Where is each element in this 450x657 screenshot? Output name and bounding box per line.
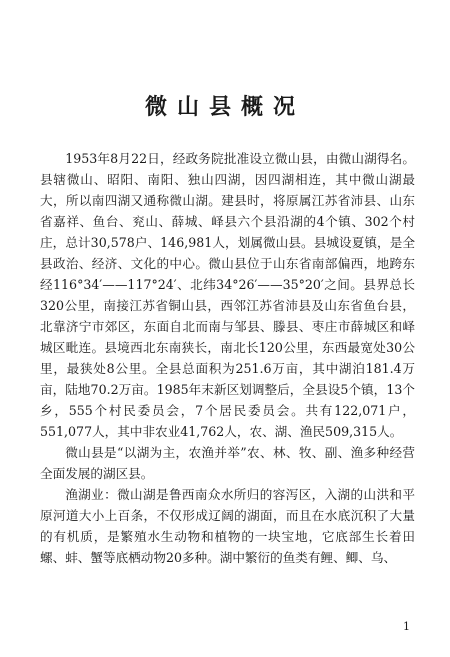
- page-title: 微山县概况: [144, 94, 305, 120]
- paragraph-fishery: 渔湖业：微山湖是鲁西南众水所归的容泻区，入湖的山洪和平原河道大小上百条，不仅形成辽阔的湖面，而且在水底沉积了大量的有机质，是繁殖水生动物和植物的一块宝地，它底部生长着田螺、蚌、蟹等底栖动物20多种。湖中繁衍的鱼类有鲤、鲫、乌、: [40, 487, 415, 565]
- paragraph-economy: 微山县是“以湖为主，农渔并举”农、林、牧、副、渔多种经营全面发展的湖区县。: [40, 445, 415, 481]
- body-text: [40, 148, 415, 568]
- page-number: 1: [403, 620, 410, 633]
- paragraph-intro: 1953年8月22日，经政务院批准设立微山县，由微山湖得名。县辖微山、昭阳、南阳、独山四湖，因四湖相连，其中微山湖最大，所以南四湖又通称微山湖。建县时，将原属江苏省沛县、山东省嘉祥、鱼台、兖山、薛城、峄县六个县沿湖的4个镇、302个村庄，总计30,578户、146,981人，划属微山县。县城设夏镇，是全县政治、经济、文化的中心。微山县位于山东省南部偏西，地跨东经116°34′——117°24′、北纬34°26′——35°20′之间。县界总长320公里，南接江苏省铜山县，西邻江苏省沛县及山东省鱼台县，北靠济宁市郊区，东面自北而南与邹县、滕县、枣庄市薛城区和峄城区毗连。县境西北东南狭长，南北长120公里，东西最宽处30公里，最狭处8公里。全县总面积为251.6万亩，其中湖泊181.4万亩，陆地70.2万亩。1985年末新区划调整后，全县设5个镇，13个乡，555个村民委员会，7个居民委员会。共有122,071户，551,077人，其中非农业41,762人，农、湖、渔民509,315人。: [40, 151, 415, 439]
